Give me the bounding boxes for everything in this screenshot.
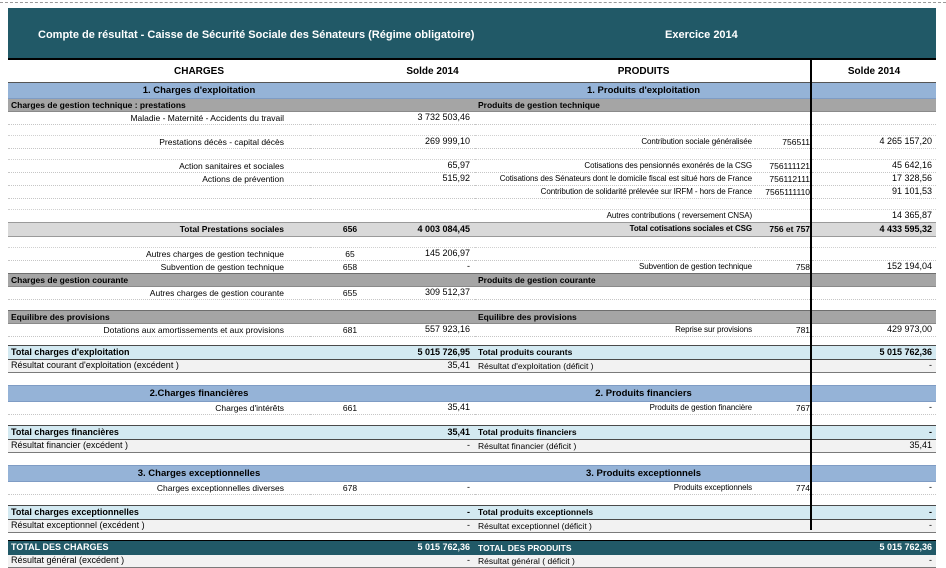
cell-charges-amount (390, 186, 475, 199)
cell-produits-account (755, 360, 812, 373)
cell-charges-label: Charges exceptionnelles diverses (8, 482, 310, 495)
cell-produits-amount (812, 199, 936, 210)
cell-charges-amount: - (390, 520, 475, 533)
cell-charges-label: Subvention de gestion technique (8, 261, 310, 274)
income-statement-page (8, 8, 936, 568)
section-title-charges: 2.Charges financières (8, 386, 390, 402)
cell-produits-label: Subvention de gestion technique (475, 261, 755, 274)
cell-produits-account: 756111121 (755, 160, 812, 173)
cell-charges-amount: 3 732 503,46 (390, 112, 475, 125)
table-row-section (8, 83, 936, 99)
column-header-produits: PRODUITS (475, 59, 812, 83)
cell-charges-account (310, 426, 390, 440)
cell-charges-account (310, 237, 390, 248)
cell-produits-account (755, 125, 812, 136)
cell-produits-label: Total produits exceptionnels (475, 506, 755, 520)
table-row-blank12 (8, 453, 936, 466)
cell-produits-amount: 5 015 762,36 (812, 541, 936, 556)
table-row-item (8, 287, 936, 300)
section-title-charges: 1. Charges d'exploitation (8, 83, 390, 99)
cell-charges-label (8, 237, 310, 248)
table-row-blank (8, 415, 936, 426)
cell-produits-amount: - (812, 520, 936, 533)
cell-charges-amount: 515,92 (390, 173, 475, 186)
cell-charges-account: 65 (310, 248, 390, 261)
cell-produits-amount (812, 466, 936, 482)
cell-produits-account: 767 (755, 402, 812, 415)
column-header-row (8, 59, 936, 83)
cell-charges-label (8, 495, 310, 506)
cell-produits-label (475, 112, 755, 125)
cell-produits-label (475, 125, 755, 136)
cell-produits-amount (812, 373, 936, 386)
cell-charges-amount: - (390, 261, 475, 274)
table-row-blank8 (8, 337, 936, 346)
cell-charges-label: TOTAL DES CHARGES (8, 541, 310, 556)
cell-produits-label: Résultat d'exploitation (déficit ) (475, 360, 755, 373)
cell-produits-label: Reprise sur provisions (475, 324, 755, 337)
cell-produits-amount: - (812, 482, 936, 495)
cell-produits-amount: - (812, 426, 936, 440)
cell-charges-amount: 557 923,16 (390, 324, 475, 337)
cell-charges-amount (390, 386, 475, 402)
cell-charges-account: 656 (310, 223, 390, 237)
cell-produits-label: TOTAL DES PRODUITS (475, 541, 755, 556)
table-row-graybar (8, 311, 936, 324)
cell-charges-label (8, 199, 310, 210)
cell-produits-amount: 5 015 762,36 (812, 346, 936, 360)
cell-charges-account (310, 300, 390, 311)
cell-produits-amount (812, 83, 936, 99)
cell-produits-label (475, 337, 755, 346)
cell-charges-label (8, 453, 310, 466)
cell-charges-label (8, 373, 310, 386)
cell-produits-account (755, 373, 812, 386)
table-row-item (8, 324, 936, 337)
subsection-title-produits: Equilibre des provisions (475, 311, 936, 324)
table-row-item (8, 136, 936, 149)
table-row-result (8, 555, 936, 568)
exercice-label: Exercice 2014 (665, 29, 738, 41)
cell-produits-amount: - (812, 555, 936, 568)
cell-charges-label: Action sanitaires et sociales (8, 160, 310, 173)
cell-produits-account: 758 (755, 261, 812, 274)
table-row-totalblue (8, 346, 936, 360)
table-row-blank (8, 199, 936, 210)
cell-produits-account (755, 541, 812, 556)
cell-produits-account: 7565111110 (755, 186, 812, 199)
cell-charges-account (310, 337, 390, 346)
cell-produits-label: Produits exceptionnels (475, 482, 755, 495)
cell-charges-label (8, 415, 310, 426)
cell-produits-amount (812, 125, 936, 136)
cell-charges-account (310, 373, 390, 386)
table-row-graybar (8, 274, 936, 287)
cell-produits-account: 756511 (755, 136, 812, 149)
cell-produits-account (755, 426, 812, 440)
cell-produits-amount (812, 300, 936, 311)
cell-produits-amount: - (812, 506, 936, 520)
cell-charges-label: Actions de prévention (8, 173, 310, 186)
cell-produits-account (755, 337, 812, 346)
cell-charges-amount: 35,41 (390, 360, 475, 373)
cell-charges-amount (390, 337, 475, 346)
cell-produits-account (755, 440, 812, 453)
cell-produits-amount: 17 328,56 (812, 173, 936, 186)
cell-charges-amount: - (390, 506, 475, 520)
cell-produits-amount: 4 433 595,32 (812, 223, 936, 237)
cell-charges-amount (390, 149, 475, 160)
cell-charges-account (310, 160, 390, 173)
cell-charges-label: Total charges exceptionnelles (8, 506, 310, 520)
cell-charges-label: Prestations décès - capital décès (8, 136, 310, 149)
table-row-result (8, 440, 936, 453)
cell-produits-label (475, 373, 755, 386)
cell-charges-amount: 65,97 (390, 160, 475, 173)
cell-produits-amount (812, 337, 936, 346)
cell-produits-amount (812, 495, 936, 506)
table-row-result (8, 520, 936, 533)
cell-produits-account (755, 495, 812, 506)
cell-charges-label: Total Prestations sociales (8, 223, 310, 237)
cell-charges-amount: 269 999,10 (390, 136, 475, 149)
cell-charges-label (8, 125, 310, 136)
cell-produits-account (755, 346, 812, 360)
cell-produits-account: 781 (755, 324, 812, 337)
cell-charges-amount (390, 373, 475, 386)
section-title-charges: 3. Charges exceptionnelles (8, 466, 390, 482)
column-header-solde-produits: Solde 2014 (812, 59, 936, 83)
cell-charges-amount: 4 003 084,45 (390, 223, 475, 237)
cell-charges-amount (390, 125, 475, 136)
cell-produits-label: Résultat exceptionnel (déficit ) (475, 520, 755, 533)
cell-charges-amount: - (390, 440, 475, 453)
cell-produits-amount: 152 194,04 (812, 261, 936, 274)
cell-charges-amount (390, 83, 475, 99)
cell-charges-account (310, 415, 390, 426)
table-row-blank (8, 237, 936, 248)
cell-charges-account (310, 199, 390, 210)
cell-produits-account (755, 555, 812, 568)
cell-charges-account (310, 506, 390, 520)
cell-charges-amount: 5 015 762,36 (390, 541, 475, 556)
cell-charges-account: 678 (310, 482, 390, 495)
cell-charges-label: Dotations aux amortissements et aux provisions (8, 324, 310, 337)
column-divider-line (810, 58, 812, 530)
table-row-result (8, 360, 936, 373)
cell-charges-label: Charges d'intérêts (8, 402, 310, 415)
cell-charges-label (8, 149, 310, 160)
cell-produits-label (475, 287, 755, 300)
cell-produits-amount (812, 453, 936, 466)
table-row-item (8, 482, 936, 495)
cell-produits-account (755, 287, 812, 300)
cell-produits-label: Total produits financiers (475, 426, 755, 440)
table-row-item (8, 210, 936, 223)
table-row-item (8, 248, 936, 261)
cell-produits-account (755, 112, 812, 125)
table-row-totalblue (8, 506, 936, 520)
cell-produits-account: 756 et 757 (755, 223, 812, 237)
cell-charges-account (310, 360, 390, 373)
cell-charges-label: Résultat général (excédent ) (8, 555, 310, 568)
cell-charges-label: Maladie - Maternité - Accidents du travail (8, 112, 310, 125)
cell-charges-label: Résultat exceptionnel (excédent ) (8, 520, 310, 533)
cell-produits-label (475, 237, 755, 248)
cell-produits-amount: 91 101,53 (812, 186, 936, 199)
cell-charges-account (310, 495, 390, 506)
cell-produits-amount: 45 642,16 (812, 160, 936, 173)
cell-produits-label: Résultat général ( déficit ) (475, 555, 755, 568)
column-header-solde-charges: Solde 2014 (390, 59, 475, 83)
report-title: Compte de résultat - Caisse de Sécurité Sociale des Sénateurs (Régime obligatoire) (38, 29, 475, 41)
subsection-title-charges: Equilibre des provisions (8, 311, 475, 324)
title-bar (8, 8, 936, 58)
table-row-blank (8, 300, 936, 311)
cell-charges-amount: 35,41 (390, 402, 475, 415)
cell-produits-account (755, 415, 812, 426)
cell-charges-amount: 35,41 (390, 426, 475, 440)
cell-produits-account (755, 149, 812, 160)
cell-produits-amount: 35,41 (812, 440, 936, 453)
subsection-title-produits: Produits de gestion technique (475, 99, 936, 112)
cell-produits-amount (812, 248, 936, 261)
cell-produits-account (755, 199, 812, 210)
cell-charges-amount: 5 015 726,95 (390, 346, 475, 360)
cell-charges-account: 681 (310, 324, 390, 337)
cell-charges-amount (390, 415, 475, 426)
cell-produits-amount (812, 112, 936, 125)
cell-produits-label (475, 495, 755, 506)
cell-charges-label (8, 337, 310, 346)
cell-charges-account (310, 346, 390, 360)
section-title-produits: 1. Produits d'exploitation (475, 83, 812, 99)
cell-charges-account: 658 (310, 261, 390, 274)
cell-produits-account (755, 506, 812, 520)
subsection-title-charges: Charges de gestion courante (8, 274, 475, 287)
cell-charges-amount (390, 466, 475, 482)
page-top-rule (0, 2, 946, 3)
cell-produits-account: 756112111 (755, 173, 812, 186)
cell-charges-label: Total charges d'exploitation (8, 346, 310, 360)
cell-produits-account (755, 248, 812, 261)
cell-charges-account (310, 440, 390, 453)
cell-produits-label (475, 248, 755, 261)
table-row-totalgray (8, 223, 936, 237)
cell-produits-label: Cotisations des Sénateurs dont le domicile fiscal est situé hors de France (475, 173, 755, 186)
table-row-section (8, 466, 936, 482)
cell-charges-label: Total charges financières (8, 426, 310, 440)
cell-produits-amount (812, 287, 936, 300)
table-row-item (8, 160, 936, 173)
cell-produits-account (755, 453, 812, 466)
cell-produits-label: Résultat financier (déficit ) (475, 440, 755, 453)
table-row-blank12 (8, 373, 936, 386)
table-row-totalblue (8, 426, 936, 440)
cell-produits-label: Contribution sociale généralisée (475, 136, 755, 149)
cell-produits-label: Produits de gestion financière (475, 402, 755, 415)
cell-produits-account (755, 520, 812, 533)
table-row-grand (8, 541, 936, 556)
cell-produits-amount (812, 237, 936, 248)
cell-charges-amount (390, 210, 475, 223)
cell-charges-account: 655 (310, 287, 390, 300)
table-row-item (8, 186, 936, 199)
cell-charges-account (310, 186, 390, 199)
cell-produits-amount (812, 149, 936, 160)
cell-produits-label: Contribution de solidarité prélevée sur IRFM - hors de France (475, 186, 755, 199)
cell-charges-amount: 309 512,37 (390, 287, 475, 300)
cell-charges-account: 661 (310, 402, 390, 415)
cell-charges-account (310, 136, 390, 149)
cell-charges-account (310, 125, 390, 136)
cell-produits-account (755, 237, 812, 248)
table-row-item (8, 402, 936, 415)
cell-produits-label: Autres contributions ( reversement CNSA) (475, 210, 755, 223)
table-row-blank (8, 495, 936, 506)
cell-charges-label: Autres charges de gestion courante (8, 287, 310, 300)
cell-charges-label: Résultat courant d'exploitation (excédent ) (8, 360, 310, 373)
cell-produits-label (475, 199, 755, 210)
table-row-item (8, 261, 936, 274)
cell-charges-label (8, 300, 310, 311)
cell-produits-label: Total cotisations sociales et CSG (475, 223, 755, 237)
table-row-item (8, 173, 936, 186)
table-row-graybar (8, 99, 936, 112)
cell-charges-account (310, 541, 390, 556)
cell-charges-label (8, 210, 310, 223)
cell-produits-amount (812, 415, 936, 426)
cell-charges-amount (390, 453, 475, 466)
subsection-title-produits: Produits de gestion courante (475, 274, 936, 287)
cell-produits-amount: - (812, 402, 936, 415)
cell-charges-amount: - (390, 482, 475, 495)
cell-produits-account (755, 210, 812, 223)
cell-charges-account (310, 149, 390, 160)
cell-produits-amount: 14 365,87 (812, 210, 936, 223)
cell-produits-label (475, 415, 755, 426)
cell-charges-account (310, 453, 390, 466)
cell-charges-account (310, 210, 390, 223)
cell-charges-amount (390, 300, 475, 311)
income-statement-table (8, 58, 936, 568)
table-row-blank (8, 125, 936, 136)
cell-charges-account (310, 555, 390, 568)
section-title-produits: 3. Produits exceptionnels (475, 466, 812, 482)
cell-charges-amount: 145 206,97 (390, 248, 475, 261)
cell-produits-label (475, 149, 755, 160)
cell-produits-label: Cotisations des pensionnés exonérés de la CSG (475, 160, 755, 173)
cell-produits-account (755, 300, 812, 311)
table-row-blank (8, 149, 936, 160)
cell-charges-label: Résultat financier (excédent ) (8, 440, 310, 453)
cell-produits-label (475, 300, 755, 311)
subsection-title-charges: Charges de gestion technique : prestations (8, 99, 475, 112)
table-row-item (8, 112, 936, 125)
cell-charges-amount (390, 199, 475, 210)
section-title-produits: 2. Produits financiers (475, 386, 812, 402)
cell-charges-amount (390, 495, 475, 506)
column-header-charges: CHARGES (8, 59, 390, 83)
cell-charges-account (310, 112, 390, 125)
cell-charges-label: Autres charges de gestion technique (8, 248, 310, 261)
cell-charges-amount: - (390, 555, 475, 568)
cell-produits-amount (812, 386, 936, 402)
cell-produits-label: Total produits courants (475, 346, 755, 360)
cell-produits-amount: 4 265 157,20 (812, 136, 936, 149)
cell-charges-account (310, 520, 390, 533)
cell-charges-label (8, 186, 310, 199)
cell-charges-account (310, 173, 390, 186)
table-row-section (8, 386, 936, 402)
cell-produits-account: 774 (755, 482, 812, 495)
cell-produits-amount: - (812, 360, 936, 373)
cell-produits-amount: 429 973,00 (812, 324, 936, 337)
cell-charges-amount (390, 237, 475, 248)
cell-produits-label (475, 453, 755, 466)
